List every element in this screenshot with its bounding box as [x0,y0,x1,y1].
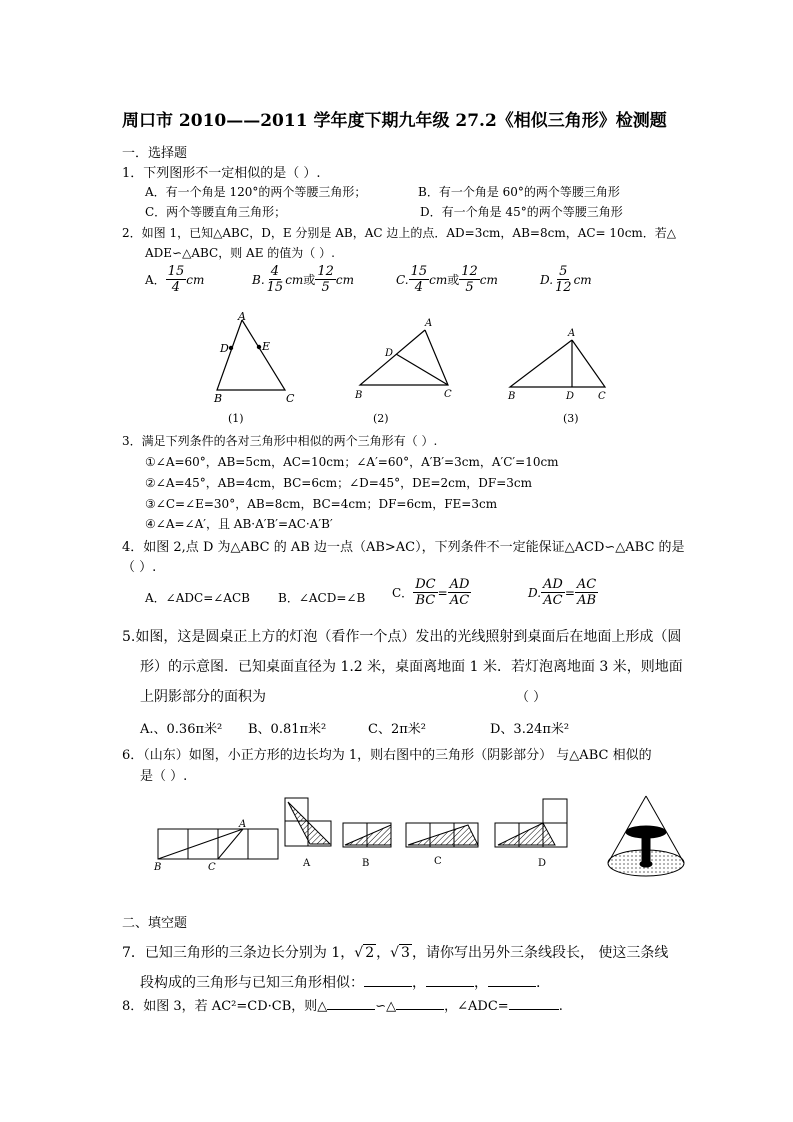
q6-option-b-label: B [362,858,370,869]
q2-option-b: B. $\frac{4}{15}$ cm或 $\frac{12}{5}$ cm [252,264,354,295]
q3-option-4: ④∠A=∠A′，且 AB·A′B′=AC·A′B′ [145,517,333,531]
q3-option-2: ②∠A=45°，AB=4cm，BC=6cm；∠D=45°，DE=2cm，DF=3cm [145,476,532,490]
section-fill-heading: 二、填空题 [122,916,188,931]
q6-label-a: A [239,819,247,830]
q5-stem-line3: 上阴影部分的面积为 [140,689,266,705]
page-title: 周口市 2010——2011 学年度下期九年级 27.2《相似三角形》检测题 [122,111,667,131]
q6-option-c-figure [406,823,478,847]
section-choice-heading: 一．选择题 [122,146,188,161]
fig1-caption: (1) [228,412,244,425]
q7-blank-3[interactable] [488,974,536,987]
q4-option-c: C． $\frac{DC}{BC}$ = $\frac{AD}{AC}$ [392,577,470,608]
q3-option-1: ①∠A=60°，AB=5cm，AC=10cm；∠A′=60°，A′B′=3cm，A′C′=10cm [145,455,559,469]
q6-figures [150,790,690,890]
fig1-label-b: B [214,392,223,405]
q3-option-3: ③∠C=∠E=30°，AB=8cm，BC=4cm；DF=6cm，FE=3cm [145,497,498,511]
q2-option-a: A． $\frac{15}{4}$ cm [145,264,205,295]
q5-stem-line1: 5.如图，这是圆桌正上方的灯泡（看作一个点）发出的光线照射到桌面后在地面上形成（圆 [122,629,682,645]
q5-stem-line2: 形）的示意图．已知桌面直径为 1.2 米，桌面离地面 1 米．若灯泡离地面 3 米，则地面 [140,659,683,675]
q1-option-a: A．有一个角是 120°的两个等腰三角形； [145,185,367,199]
q6-stem-line2: 是（ ）. [140,769,188,784]
fig3-label-c: C [598,391,606,402]
q5-option-d: D、3.24π米² [490,722,570,737]
fig2-caption: (2) [373,412,389,425]
fig2-label-a: A [425,318,433,329]
q5-option-c: C、2π米² [368,722,426,737]
q4-stem-line2: （ ）. [122,560,157,575]
figures-1-2-3 [200,310,620,430]
q5-option-b: B、0.81π米² [248,722,327,737]
q2-stem-line1: 2．如图 1，已知△ABC，D，E 分别是 AB，AC 边上的点．AD=3cm，AB=8cm，AC= 10cm．若△ [122,226,677,240]
q6-stem-line1: 6．（山东）如图，小正方形的边长均为 1，则右图中的三角形（阴影部分） 与△ABC 相似的 [122,748,652,763]
q6-option-c-label: C [434,856,442,867]
q1-option-c: C．两个等腰直角三角形； [145,205,287,219]
q4-stem-line1: 4．如图 2,点 D 为△ABC 的 AB 边一点（AB>AC），下列条件不一定能保证△ACD∽△ABC 的是 [122,540,685,555]
q2-option-d: D. $\frac{5}{12}$ cm [540,264,592,295]
fig1-label-a: A [238,310,246,323]
fig3-label-a: A [568,328,576,339]
fig1-label-e: E [262,340,271,353]
q2-stem-line2: ADE∽△ABC，则 AE 的值为（ ）. [145,246,335,260]
q4-option-d: D. $\frac{AD}{AC}$ = $\frac{AC}{AB}$ [528,577,597,608]
q6-option-d-figure [495,799,567,847]
q6-abc-grid [158,829,278,859]
q7-blank-1[interactable] [364,974,412,987]
q4-option-b: B．∠ACD=∠B [278,591,366,605]
q8-blank-1[interactable] [327,997,375,1010]
figure-2 [360,330,448,385]
q3-stem: 3．满足下列条件的各对三角形中相似的两个三角形有（ ）. [122,434,438,448]
q6-option-a-figure [285,798,331,846]
figure-1 [217,320,285,390]
q7-stem-line2: 段构成的三角形与已知三角形相似： ， ， . [140,975,541,991]
figure-3 [510,340,605,387]
q4-option-a: A．∠ADC=∠ACB [145,591,250,605]
fig3-label-b: B [508,391,516,402]
q5-answer-paren: （ ） [516,690,547,705]
q5-option-a: A.、0.36π米² [140,722,223,737]
q6-option-a-label: A [303,858,311,869]
q1-stem: 1．下列图形不一定相似的是（ ）. [122,166,321,181]
q8-blank-2[interactable] [396,997,444,1010]
q1-option-d: D．有一个角是 45°的两个等腰三角形 [420,205,623,219]
fig2-label-b: B [355,390,363,401]
fig3-caption: (3) [563,412,579,425]
q5-lamp-cone-figure [608,796,684,876]
q6-option-b-figure [343,823,391,847]
fig2-label-c: C [444,389,452,400]
q1-option-b: B．有一个角是 60°的两个等腰三角形 [418,185,620,199]
q7-blank-2[interactable] [426,974,474,987]
q8-stem: 8．如图 3，若 AC²=CD·CB，则△ ∽△ ，∠ADC= . [122,999,563,1014]
q7-stem-line1: 7．已知三角形的三条边长分别为 1，√ 2 ，√ 3 ，请你写出另外三条线段长， 使这三条线 [122,945,669,961]
q8-blank-3[interactable] [509,997,559,1010]
fig2-label-d: D [385,348,394,359]
q6-label-b: B [154,862,162,873]
q6-option-d-label: D [538,858,547,869]
fig3-label-d: D [566,391,575,402]
fig1-label-d: D [220,342,229,355]
fig1-label-c: C [286,392,295,405]
q2-option-c: C. $\frac{15}{4}$ cm或 $\frac{12}{5}$ cm [396,264,498,295]
q6-label-c: C [208,862,216,873]
